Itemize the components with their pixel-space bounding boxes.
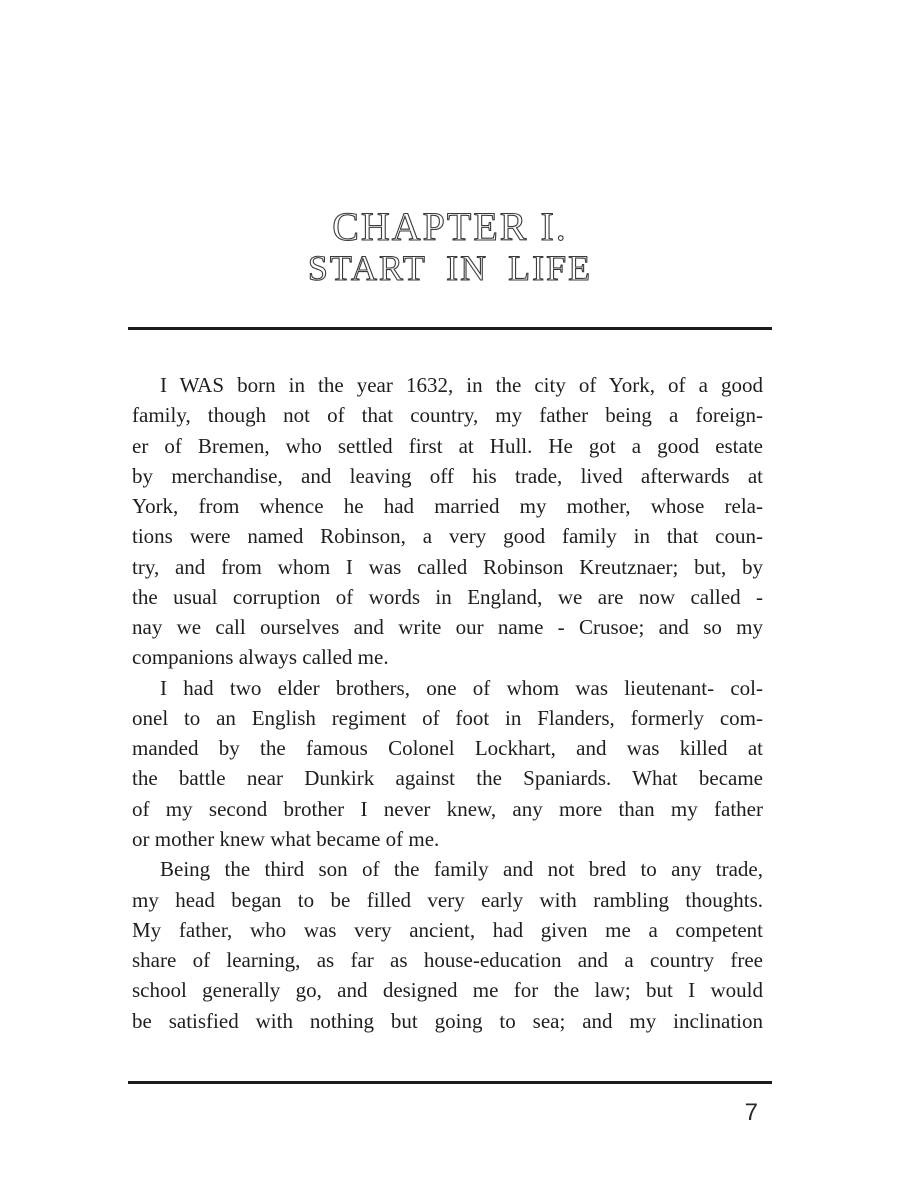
text-line: er of Bremen, who settled first at Hull. He got a good estate [132,433,763,458]
text-line: Being the third son of the family and not bred to any trade, [160,857,763,882]
text-line: by merchandise, and leaving off his trade, lived afterwards at [132,463,763,488]
text-line: family, though not of that country, my father being a foreign- [132,403,763,428]
text-line: manded by the famous Colonel Lockhart, and was killed at [132,736,763,761]
body-text [132,370,763,1036]
text-line: I had two elder brothers, one of whom was lieutenant- col- [160,675,763,700]
chapter-subtitle: START IN LIFE [307,248,593,288]
text-line: be satisfied with nothing but going to sea; and my inclination [132,1008,763,1033]
text-line: share of learning, as far as house-education and a country free [132,948,763,973]
text-line: of my second brother I never knew, any more than my father [132,796,763,821]
text-line: my head began to be filled very early with rambling thoughts. [132,887,763,912]
text-line: school generally go, and designed me for the law; but I would [132,978,763,1003]
text-line: the usual corruption of words in England, we are now called - [132,584,763,609]
text-line: or mother knew what became of me. [132,826,440,851]
chapter-title: CHAPTER I. [332,204,568,249]
text-line: tions were named Robinson, a very good family in that coun- [132,524,763,549]
bottom-rule [128,1081,772,1084]
text-line: I WAS born in the year 1632, in the city of York, of a good [160,373,763,397]
top-rule [128,327,772,330]
text-line: My father, who was very ancient, had given me a competent [132,917,763,942]
text-line: the battle near Dunkirk against the Spaniards. What became [132,766,763,791]
text-line: onel to an English regiment of foot in Flanders, formerly com- [132,705,763,730]
text-line: try, and from whom I was called Robinson Kreutznaer; but, by [132,554,763,579]
text-line: companions always called me. [132,645,389,670]
chapter-header [0,205,900,288]
text-line: nay we call ourselves and write our name - Crusoe; and so my [132,615,763,640]
text-line: York, from whence he had married my mother, whose rela- [132,494,763,519]
page-number: 7 [744,1099,758,1126]
